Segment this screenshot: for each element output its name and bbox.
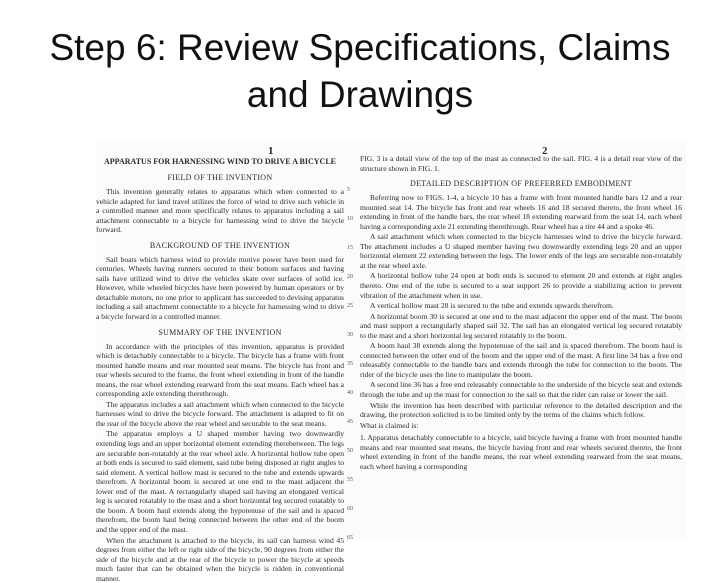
line-number: 15 xyxy=(347,245,353,251)
line-number: 40 xyxy=(347,390,353,396)
line-number: 5 xyxy=(347,187,350,193)
description-paragraph: A boom haul 38 extends along the hypotenuse of the sail and is spaced therefrom. The boom haul is connected between the other end of the boom and the upper end of the mast. A first line 34 has a free end releasably connectable to the handle bars and extends through the tube for connection to the boom. The rider of the bicycle uses the line to manipulate the boom. xyxy=(360,341,682,379)
right-column xyxy=(360,154,682,544)
description-paragraph: A vertical hollow mast 28 is secured to the tube and extends upwards therefrom. xyxy=(360,301,682,311)
description-paragraph: Referring now to FIGS. 1-4, a bicycle 10 has a frame with front mounted handle bars 12 and a rear mounted seat 14. The bicycle has front and rear wheels 16 and 18 secured thereto, the front wheel 16 extending in front of the handle bars, the rear wheel 18 extending rearward from the seat 14, each wheel having a corresponding axle 21 extending therethrough. Rear wheel has a tire 44 and a spoke 46. xyxy=(360,193,682,231)
background-paragraph: Sail boats which harness wind to provide motive power have been used for centuries. Wheels having runners secured to their bottom surfaces and having sails have utilized wind to drive the vehicles skate over surfaces of solid ice. However, while wheeled bicycles have been powered by human operators or by detachable motors, no one prior to applicant has succeeded to devising apparatus including a sail attachment connectable to a bicycle for harnessing wind to drive a bicycle forward in a controlled manner. xyxy=(96,255,344,322)
patent-page-image xyxy=(96,142,686,540)
left-column xyxy=(96,154,344,544)
line-number: 35 xyxy=(347,361,353,367)
line-numbers xyxy=(347,154,359,544)
figure-list-text: FIG. 3 is a detail view of the top of the mast as connected to the sail. FIG. 4 is a detail rear view of the structure shown in FIG. 1. xyxy=(360,154,682,173)
claim-1: 1. Apparatus detachably connectable to a bicycle, said bicycle having a frame with front mounted handle means and rear mounted seat means, the bicycle having front and rear wheels secured thereto, the front wheel extending in front of the handle means, the rear wheel extending rearward from the seat means, each wheel having a corresponding xyxy=(360,433,682,471)
summary-paragraph: When the attachment is attached to the bicycle, its sail can harness wind 45 degrees from either the left or right side of the bicycle, 90 degrees from either the side of the bicycle and at the rear of the bicycle to power the bicycle at speeds much faster that can be obtained when the bicycle is ridden in conventional manner. xyxy=(96,536,344,583)
description-paragraph: A second line 36 has a free end releasably connectable to the underside of the bicycle seat and extends through the tube and up the mast for connection to the sail so that the rider can raise or lower the sail. xyxy=(360,380,682,399)
detailed-description-heading: DETAILED DESCRIPTION OF PREFERRED EMBODIMENT xyxy=(360,179,682,189)
background-heading: BACKGROUND OF THE INVENTION xyxy=(96,241,344,251)
line-number: 25 xyxy=(347,303,353,309)
summary-paragraph: The apparatus employs a U shaped member having two downwardly extending legs and an upper horizontal element extending therebetween. The legs are securable non-rotatably at the rear wheel axle. A horizontal hollow tube open at both ends is secured to said element, said tube being disposed at right angles to said element. A vertical hollow mast is secured to the tube and extends upwards therefrom. A horizontal boom is secured at one end to the mast adjacent the lower end of the mast. A rectangularly shaped sail having an elongated vertical leg is secured rotatably to the mast and a short horizontal leg secured rotatably to the boom. A boom haul extends along the hypotenuse of the sail and is spaced therefrom, the boom haul being connected between the other end of the boom and the upper end of the mast. xyxy=(96,429,344,534)
summary-paragraph: The apparatus includes a sail attachment which when connected to the bicycle harnesses wind to drive the bicycle forward. The attachment is adapted to fit on the rear of the bicycle above the rear wheel and securable to the seat means. xyxy=(96,400,344,429)
line-number: 50 xyxy=(347,448,353,454)
line-number: 30 xyxy=(347,332,353,338)
patent-title: APPARATUS FOR HARNESSING WIND TO DRIVE A BICYCLE xyxy=(96,157,344,167)
line-number: 55 xyxy=(347,477,353,483)
line-number: 10 xyxy=(347,216,353,222)
summary-heading: SUMMARY OF THE INVENTION xyxy=(96,328,344,338)
field-heading: FIELD OF THE INVENTION xyxy=(96,173,344,183)
line-number: 65 xyxy=(347,535,353,541)
line-number: 60 xyxy=(347,506,353,512)
description-paragraph: While the invention has been described with particular reference to the detailed description and the drawing, the protection solicited is to be limited only by the terms of the claims which follow. xyxy=(360,401,682,420)
line-number: 20 xyxy=(347,274,353,280)
description-paragraph: A horizontal hollow tube 24 open at both ends is secured to element 20 and extends at right angles thereto. One end of the tube is secured to a seat support 26 to provide a stabilizing action to prevent vibration of the attachment when in use. xyxy=(360,271,682,300)
slide-title: Step 6: Review Specifications, Claims and Drawings xyxy=(20,24,700,118)
description-paragraph: A sail attachment which when connected to the bicycle harnesses wind to drive the bicycle forward. The attachment includes a U shaped member having two downwardly extending legs 20 and an upper horizontal element 22 extending between the legs. The lower ends of the legs are securable non-rotatably at the rear wheel axle. xyxy=(360,232,682,270)
line-number: 45 xyxy=(347,419,353,425)
right-page-number: 2 xyxy=(542,145,548,157)
claims-intro: What is claimed is: xyxy=(360,421,682,431)
summary-paragraph: In accordance with the principles of this invention, apparatus is provided which is detachably connectable to a bicycle. The bicycle has a frame with front mounted handle means and rear mounted seat means. The bicycle has front and rear wheels secured to the frame, the front wheel extending in front of the handle means, the rear wheel extending rearward from the seat means. Each wheel has a corresponding axle extending therethrough. xyxy=(96,342,344,399)
description-paragraph: A horizontal boom 30 is secured at one end to the mast adjacent the upper end of the mast. The boom and mast support a rectangularly shaped sail 32. The sail has an elongated vertical leg secured rotatably to the mast and a short horizontal leg secured rotatably to the boom. xyxy=(360,312,682,341)
field-paragraph: This invention generally relates to apparatus which when connected to a vehicle adapted for land travel utilizes the force of wind to drive such vehicle in a controlled manner and more specifically relates to apparatus including a sail attachment connectable to a bicycle for harnessing wind to drive the bicycle forward. xyxy=(96,187,344,235)
left-page-number: 1 xyxy=(268,145,274,157)
